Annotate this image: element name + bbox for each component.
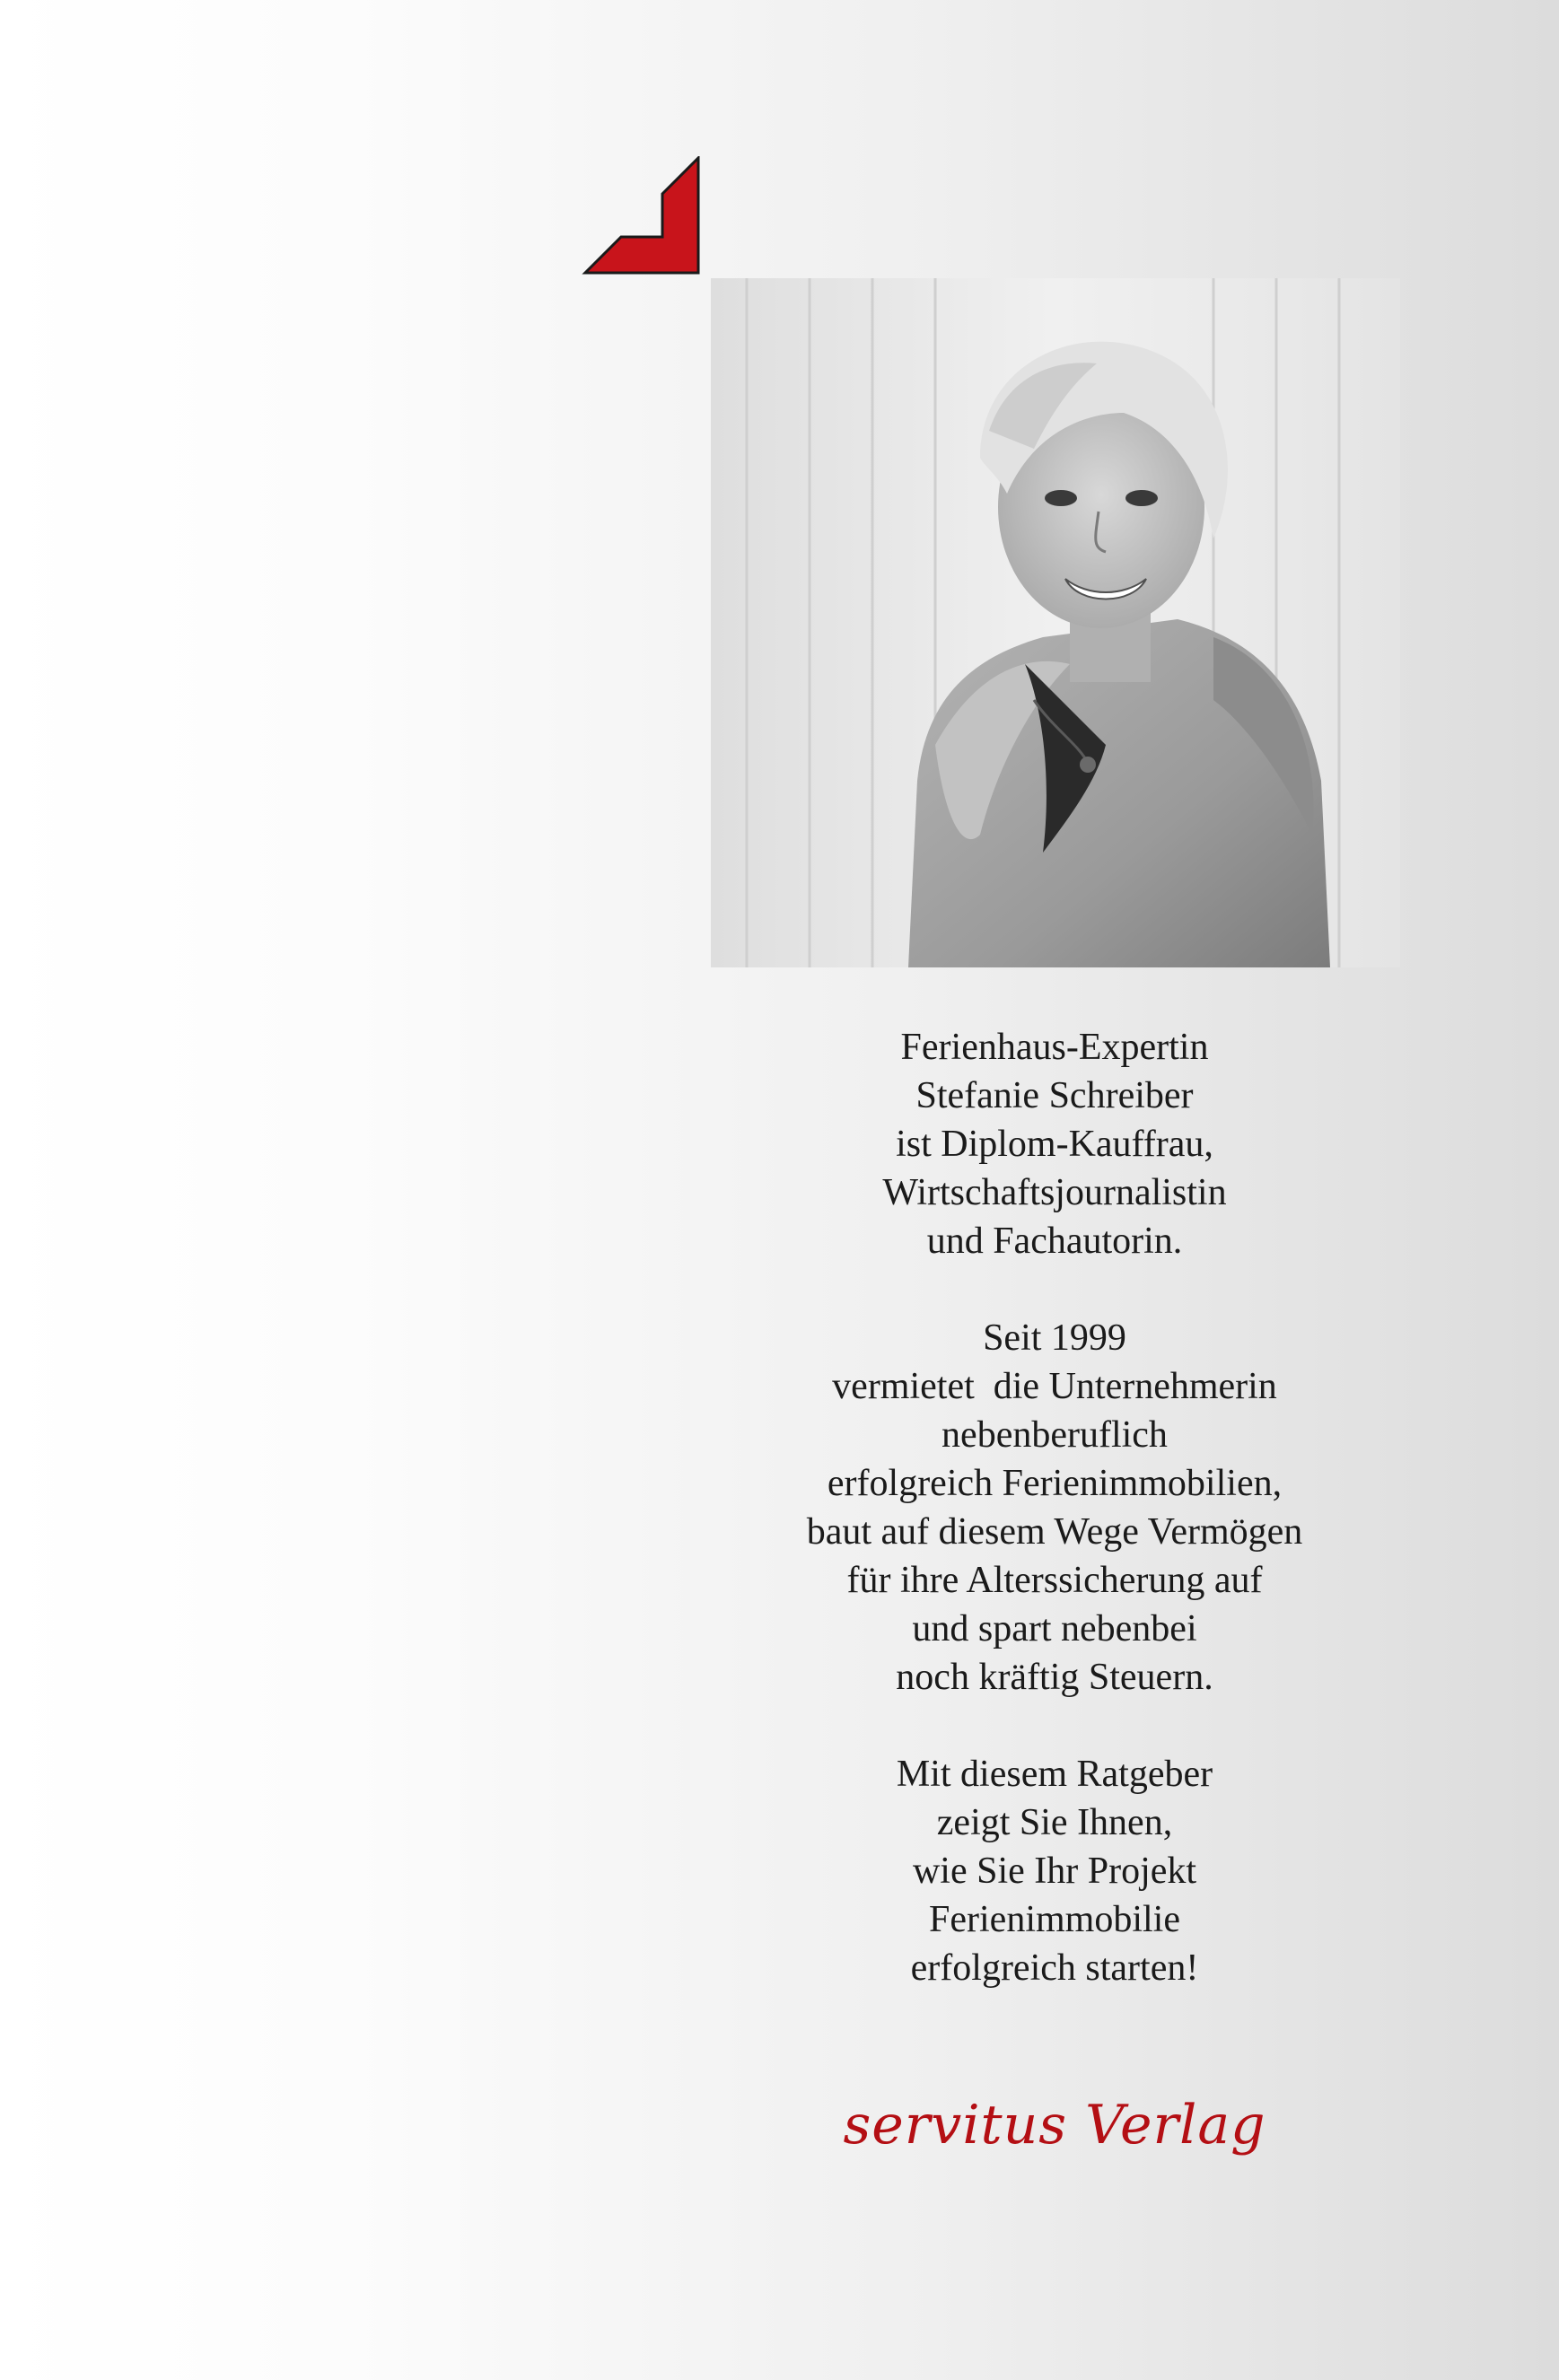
bio-line: wie Sie Ihr Projekt: [912, 1851, 1197, 1892]
bio-line: für ihre Alterssicherung auf: [846, 1560, 1263, 1601]
bio-paragraph-1: [718, 1023, 1391, 1265]
bio-line: Stefanie Schreiber: [915, 1075, 1194, 1116]
bio-line: und spart nebenbei: [912, 1608, 1197, 1649]
bio-line: baut auf diesem Wege Vermögen: [806, 1511, 1303, 1553]
author-bio: [718, 1023, 1391, 2041]
author-portrait-photo: [711, 278, 1400, 967]
bio-line: und Fachautorin.: [926, 1221, 1183, 1262]
bio-line: vermietet die Unternehmerin: [832, 1366, 1277, 1407]
bio-line: nebenberuflich: [942, 1414, 1168, 1456]
bio-line: erfolgreich starten!: [910, 1947, 1199, 1989]
bio-line: Ferienimmobilie: [929, 1899, 1180, 1940]
bio-paragraph-3: [718, 1750, 1391, 1992]
bio-line: Seit 1999: [983, 1317, 1126, 1359]
bio-paragraph-2: [718, 1314, 1391, 1702]
bio-line: Mit diesem Ratgeber: [896, 1754, 1213, 1795]
bio-line: Wirtschaftsjournalistin: [882, 1172, 1227, 1213]
publisher-name: servitus Verlag: [843, 2094, 1266, 2157]
bio-line: zeigt Sie Ihnen,: [936, 1802, 1173, 1843]
bio-line: ist Diplom-Kauffrau,: [896, 1124, 1213, 1165]
red-corner-mark-icon: [582, 156, 700, 276]
bio-line: Ferienhaus-Expertin: [900, 1027, 1209, 1068]
author-photo: [711, 278, 1400, 967]
bio-line: noch kräftig Steuern.: [896, 1657, 1213, 1698]
bio-line: erfolgreich Ferienimmobilien,: [827, 1463, 1283, 1504]
